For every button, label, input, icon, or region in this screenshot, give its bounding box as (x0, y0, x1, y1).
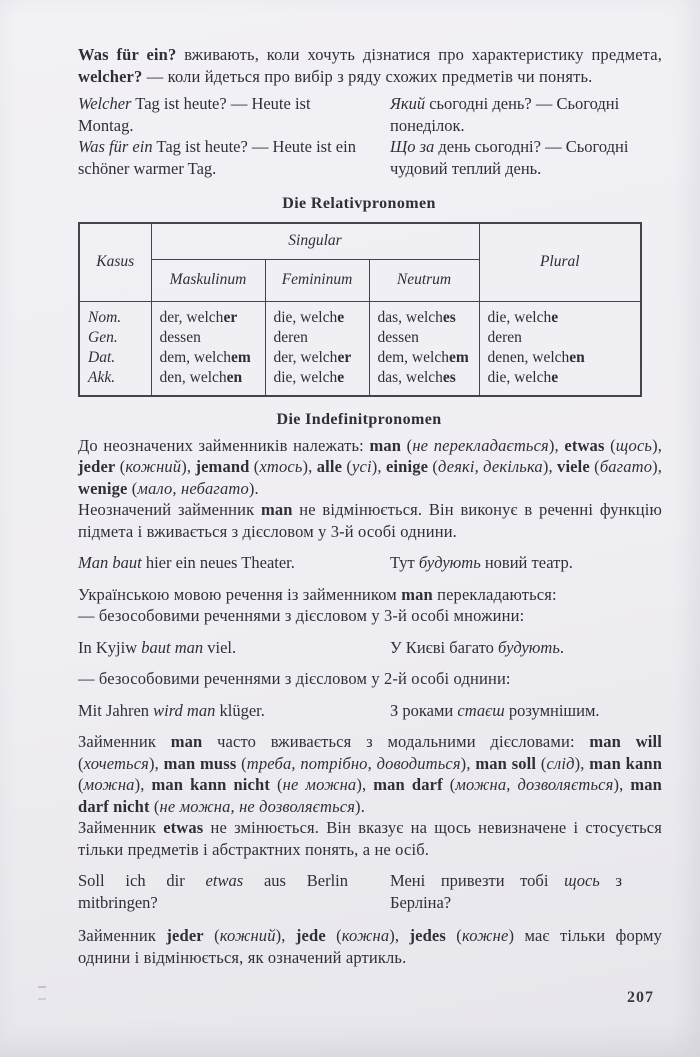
table-femininum-column (265, 301, 369, 396)
example-block-welcher (78, 93, 662, 179)
pronoun-form: das, welches (377, 308, 456, 326)
man-translation-paragraph: Українською мовою речення із займенником man перекладаються: (78, 584, 557, 604)
table-header-kasus: Kasus (79, 223, 151, 301)
table-body-row (79, 301, 641, 396)
jeder-paragraph: Займенник jeder (кожний), jede (кожна), jedes (кожне) має тільки форму однини і відмінюється, як означений артикль. (78, 926, 662, 967)
table-header-row (79, 223, 641, 259)
plural-3rd-person-item: — безособовими реченнями з дієсловом у 3-й особі множини: (78, 606, 525, 625)
pronoun-form: dessen (159, 328, 201, 346)
modal-verbs-paragraph: Займенник man часто вживається з модальними дієсловами: man will (хочеться), man muss (треба, потрібно, доводиться), man soll (слід), man kann (можна), man kann nicht (не можна), man darf (можна, дозволяється), man darf nicht (не можна, не дозволяється). (78, 732, 663, 816)
example-block-berlin (78, 870, 662, 913)
german-example-text: Was für ein Tag ist heute? — Heute ist ein schöner warmer Tag. (78, 137, 356, 178)
pronoun-form: deren (487, 328, 522, 346)
case-label: Gen. (88, 328, 118, 346)
pronoun-form: der, welcher (159, 308, 238, 326)
pronoun-form: den, welchen (159, 368, 243, 386)
table-maskulinum-column (151, 301, 265, 396)
table-header-maskulinum: Maskulinum (151, 259, 265, 301)
german-example-text: Man baut hier ein neues Theater. (78, 553, 295, 572)
case-label: Akk. (88, 368, 116, 386)
pronoun-form: die, welche (273, 368, 345, 386)
table-header-femininum: Femininum (265, 259, 369, 301)
section-heading-indefinitpronomen: Die Indefinitpronomen (276, 410, 442, 428)
etwas-paragraph: Займенник etwas не змінюється. Він вказує на щось невизначене і стосується тільки предметів і абстрактних понять, а не осіб. (78, 818, 662, 859)
table-kasus-column (79, 301, 151, 396)
german-example-text: Soll ich dir etwas aus Berlin mitbringen? (78, 871, 348, 912)
ukrainian-translation-text: У Києві багато будують. (390, 637, 564, 657)
ukrainian-translation-text: З роками стаєш розумнішим. (390, 700, 600, 720)
case-label: Nom. (88, 308, 122, 326)
pronoun-form: deren (273, 328, 308, 346)
ukrainian-translation-text: Тут будують новий театр. (390, 553, 573, 572)
page-number: 207 (627, 989, 654, 1006)
intro-paragraph: Was für ein? вживають, коли хочуть дізнатися про характеристику предмета, welcher? — коли йдеться про вибір з ряду схожих предметів чи понять. (78, 45, 662, 86)
scan-artifact-mark (38, 986, 46, 1000)
relativpronomen-table (78, 222, 642, 397)
pronoun-form: dessen (377, 328, 419, 346)
example-block-kyjiw (78, 637, 662, 659)
pronoun-form: dem, welchem (159, 348, 251, 366)
pronoun-form: der, welcher (273, 348, 352, 366)
singular-2nd-person-item: — безособовими реченнями з дієсловом у 2-й особі однини: (78, 669, 511, 688)
pronoun-form: denen, welchen (487, 348, 585, 366)
example-block-man-theater (78, 552, 662, 574)
pronoun-form: die, welche (487, 308, 559, 326)
german-example-text: Mit Jahren wird man klüger. (78, 700, 265, 720)
ukrainian-translation-text: Що за день сьогодні? — Сьогодні чудовий теплий день. (390, 137, 629, 178)
table-neutrum-column (369, 301, 479, 396)
pronoun-form: das, welches (377, 368, 456, 386)
man-declension-paragraph: Неозначений займенник man не відмінюється. Він виконує в реченні функцію підмета і вживається з дієсловом у 3-й особі однини. (78, 500, 662, 541)
ukrainian-translation-text: Мені привезти тобі щось з Берліна? (390, 871, 622, 912)
section-heading-relativpronomen: Die Relativpronomen (282, 195, 436, 212)
example-block-klueger (78, 700, 662, 722)
case-label: Dat. (88, 348, 116, 366)
table-header-neutrum: Neutrum (369, 259, 479, 301)
german-example-text: In Kyjiw baut man viel. (78, 637, 237, 657)
pronoun-form: die, welche (273, 308, 345, 326)
table-header-singular: Singular (151, 223, 479, 259)
pronoun-form: dem, welchem (377, 348, 469, 366)
german-example-text: Welcher Tag ist heute? — Heute ist Montag. (78, 94, 311, 135)
table-plural-column (479, 301, 641, 396)
table-header-plural: Plural (479, 223, 641, 301)
ukrainian-translation-text: Який сьогодні день? — Сьогодні понеділок. (390, 94, 620, 135)
pronoun-form: die, welche (487, 368, 559, 386)
indefinit-list-paragraph: До неозначених займенників належать: man (не перекладається), etwas (щось), jeder (кожний), jemand (хтось), alle (усі), einige (деякі, декілька), viele (багато), wenige (мало, небагато). (78, 435, 663, 498)
